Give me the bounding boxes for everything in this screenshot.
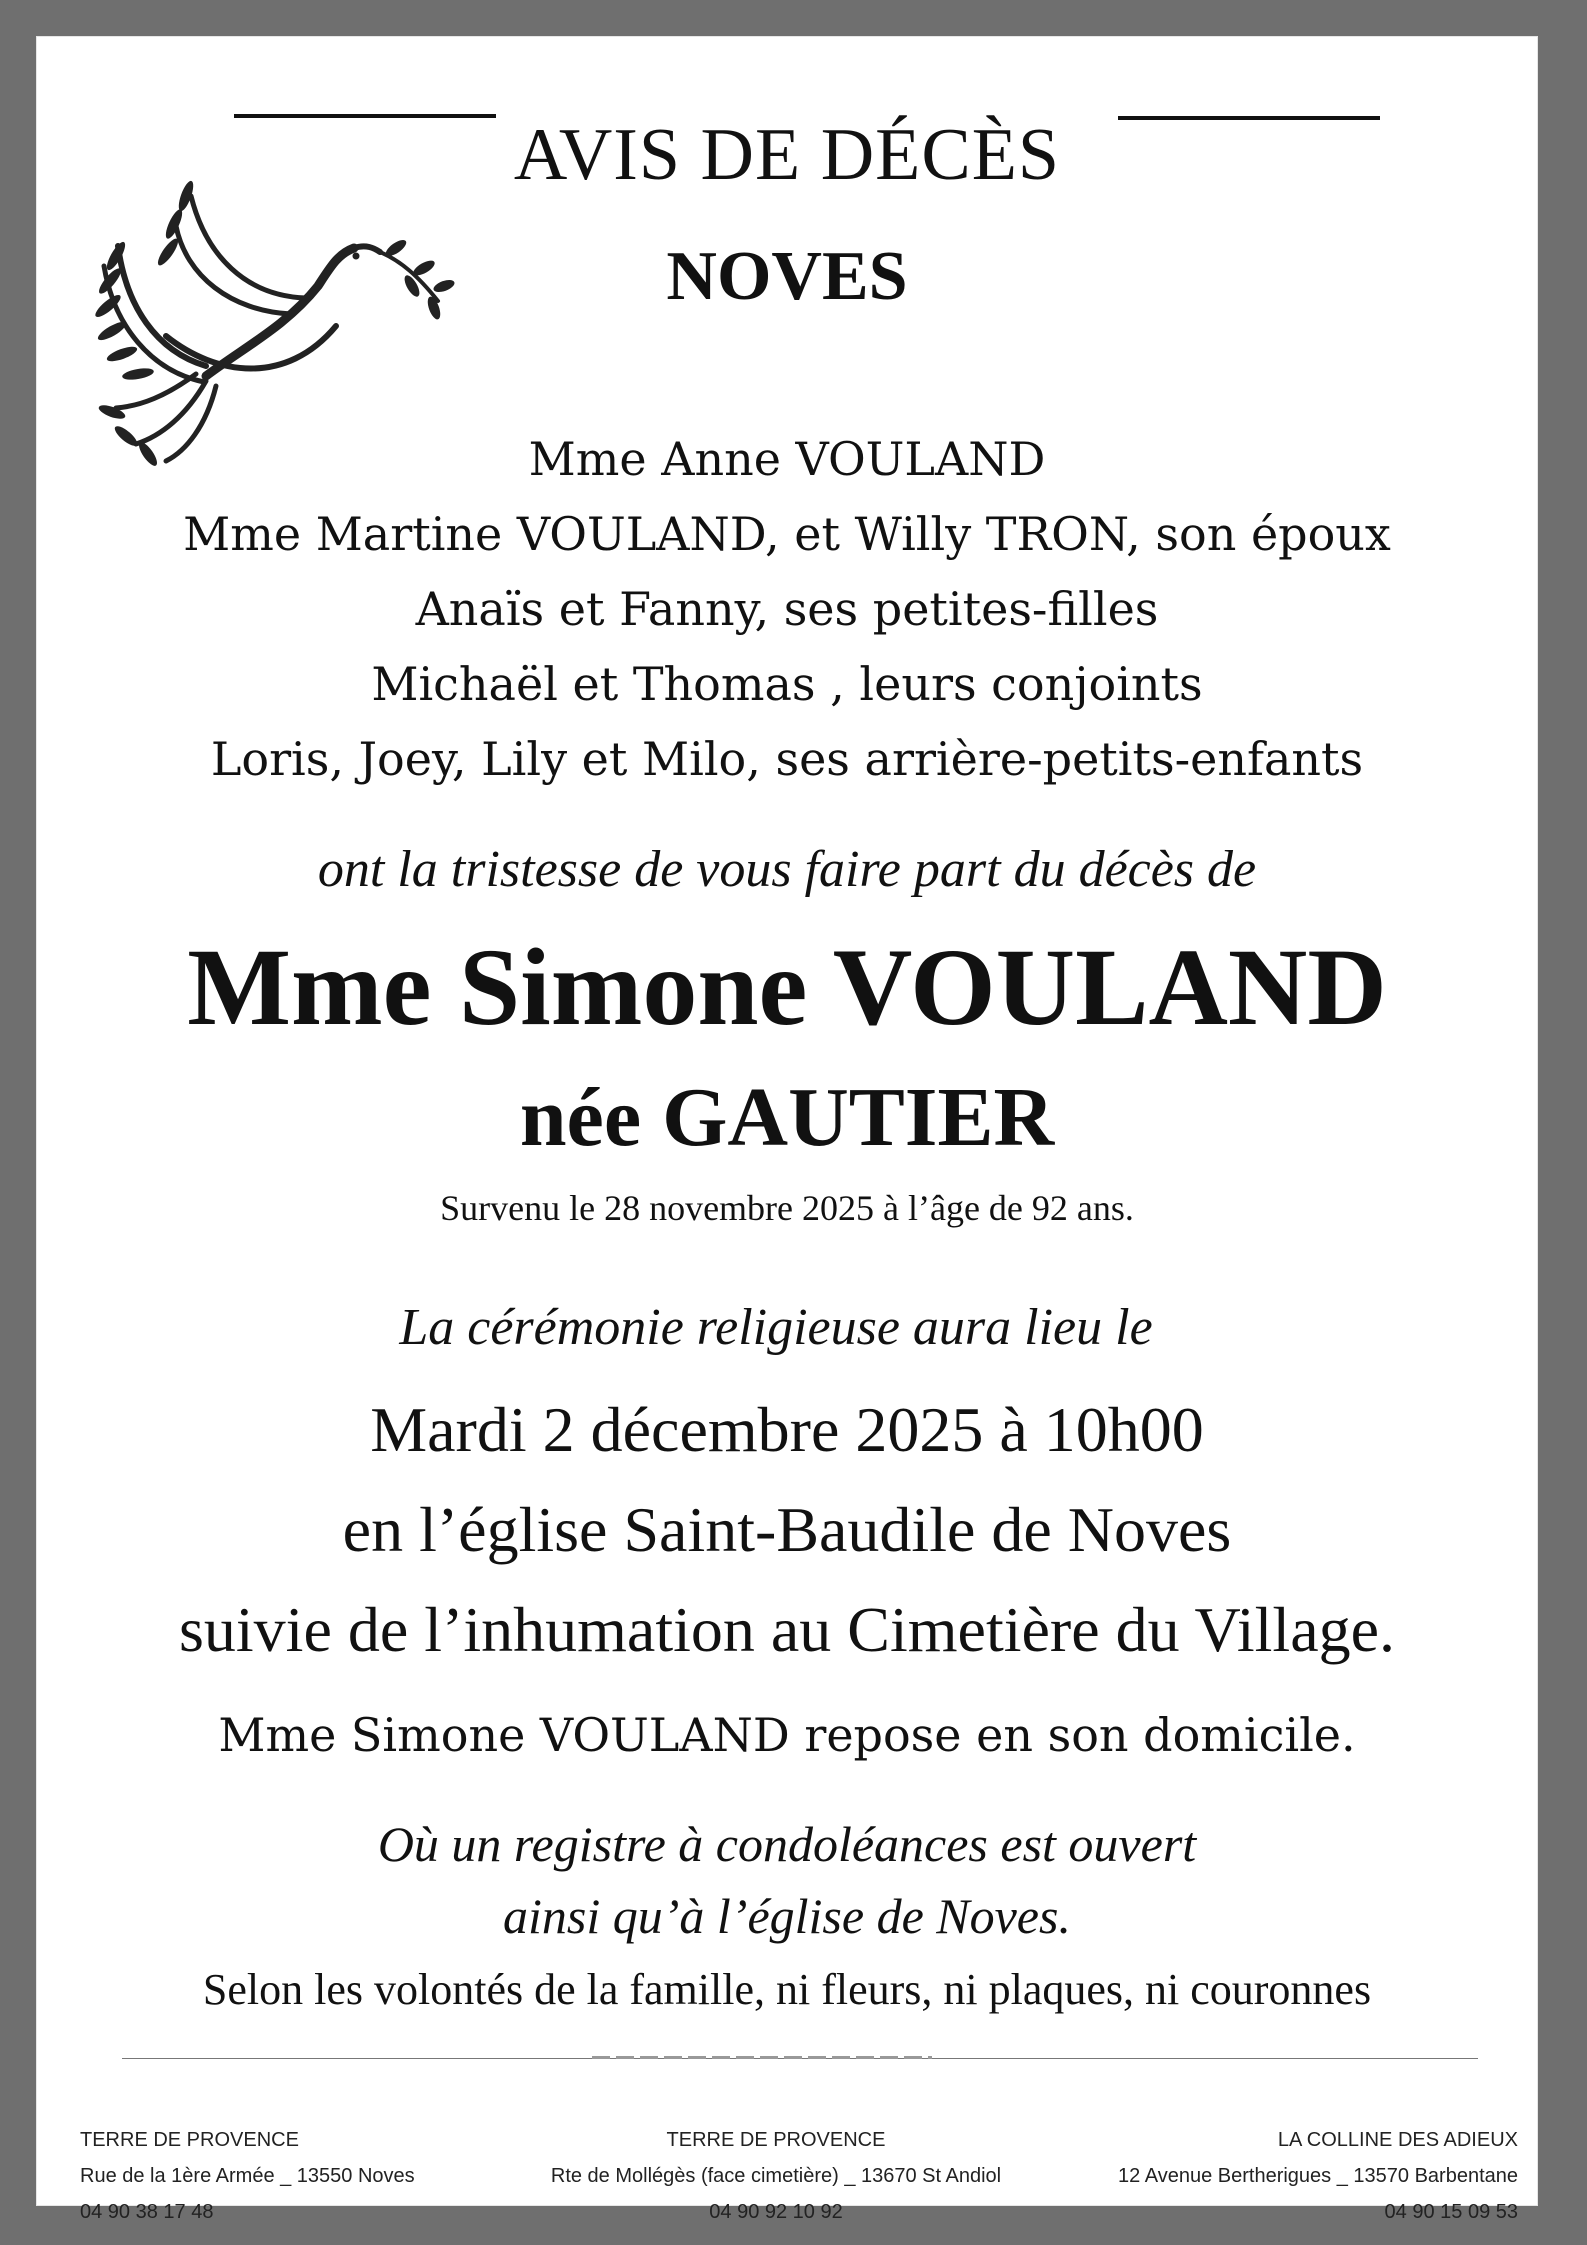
family-line: Anaïs et Fanny, ses petites-filles: [415, 582, 1159, 636]
death-date-line: Survenu le 28 novembre 2025 à l’âge de 92 ans.: [440, 1188, 1134, 1228]
repose-line: Mme Simone VOULAND repose en son domicile.: [218, 1708, 1356, 1762]
funeral-home-barbentane: [1118, 2122, 1518, 2230]
family-line: Mme Martine VOULAND, et Willy TRON, son époux: [183, 507, 1391, 561]
announcement-intro: ont la tristesse de vous faire part du décès de: [317, 841, 1257, 898]
footer-divider: [122, 2058, 1478, 2059]
ceremony-date: Mardi 2 décembre 2025 à 10h00: [370, 1394, 1204, 1465]
funeral-home-phone: 04 90 15 09 53: [1384, 2201, 1518, 2223]
family-list: [36, 422, 1538, 797]
maiden-name: née GAUTIER: [519, 1071, 1055, 1164]
funeral-home-noves: [80, 2122, 415, 2230]
ceremony-burial: suivie de l’inhumation au Cimetière du Village.: [178, 1594, 1396, 1665]
ceremony-place: en l’église Saint-Baudile de Noves: [342, 1494, 1232, 1565]
funeral-home-address: Rte de Mollégès (face cimetière) _ 13670 St Andiol: [550, 2165, 1002, 2187]
family-line: Loris, Joey, Lily et Milo, ses arrière-petits-enfants: [210, 732, 1364, 786]
funeral-home-name: TERRE DE PROVENCE: [666, 2129, 886, 2151]
registry-note: [36, 1808, 1538, 1952]
funeral-home-phone: 04 90 38 17 48: [80, 2201, 214, 2223]
funeral-home-address: 12 Avenue Bertherigues _ 13570 Barbentane: [1118, 2165, 1518, 2187]
family-line: Mme Anne VOULAND: [528, 432, 1046, 486]
family-line: Michaël et Thomas , leurs conjoints: [371, 657, 1203, 711]
funeral-home-st-andiol: [496, 2122, 1056, 2230]
funeral-home-phone: 04 90 92 10 92: [709, 2201, 843, 2223]
funeral-home-address: Rue de la 1ère Armée _ 13550 Noves: [80, 2165, 415, 2187]
obituary-page: [36, 36, 1538, 2223]
registry-line: ainsi qu’à l’église de Noves.: [503, 1888, 1071, 1944]
deceased-name: Mme Simone VOULAND: [187, 926, 1387, 1048]
town-name: NOVES: [666, 238, 908, 315]
family-wishes: Selon les volontés de la famille, ni fleurs, ni plaques, ni couronnes: [202, 1965, 1372, 2014]
registry-line: Où un registre à condoléances est ouvert: [377, 1816, 1197, 1872]
ceremony-intro: La cérémonie religieuse aura lieu le: [399, 1299, 1153, 1356]
notice-title: AVIS DE DÉCÈS: [513, 114, 1061, 196]
ceremony-details: [36, 1380, 1538, 1680]
funeral-home-name: LA COLLINE DES ADIEUX: [1277, 2129, 1518, 2151]
funeral-home-name: TERRE DE PROVENCE: [80, 2129, 299, 2151]
